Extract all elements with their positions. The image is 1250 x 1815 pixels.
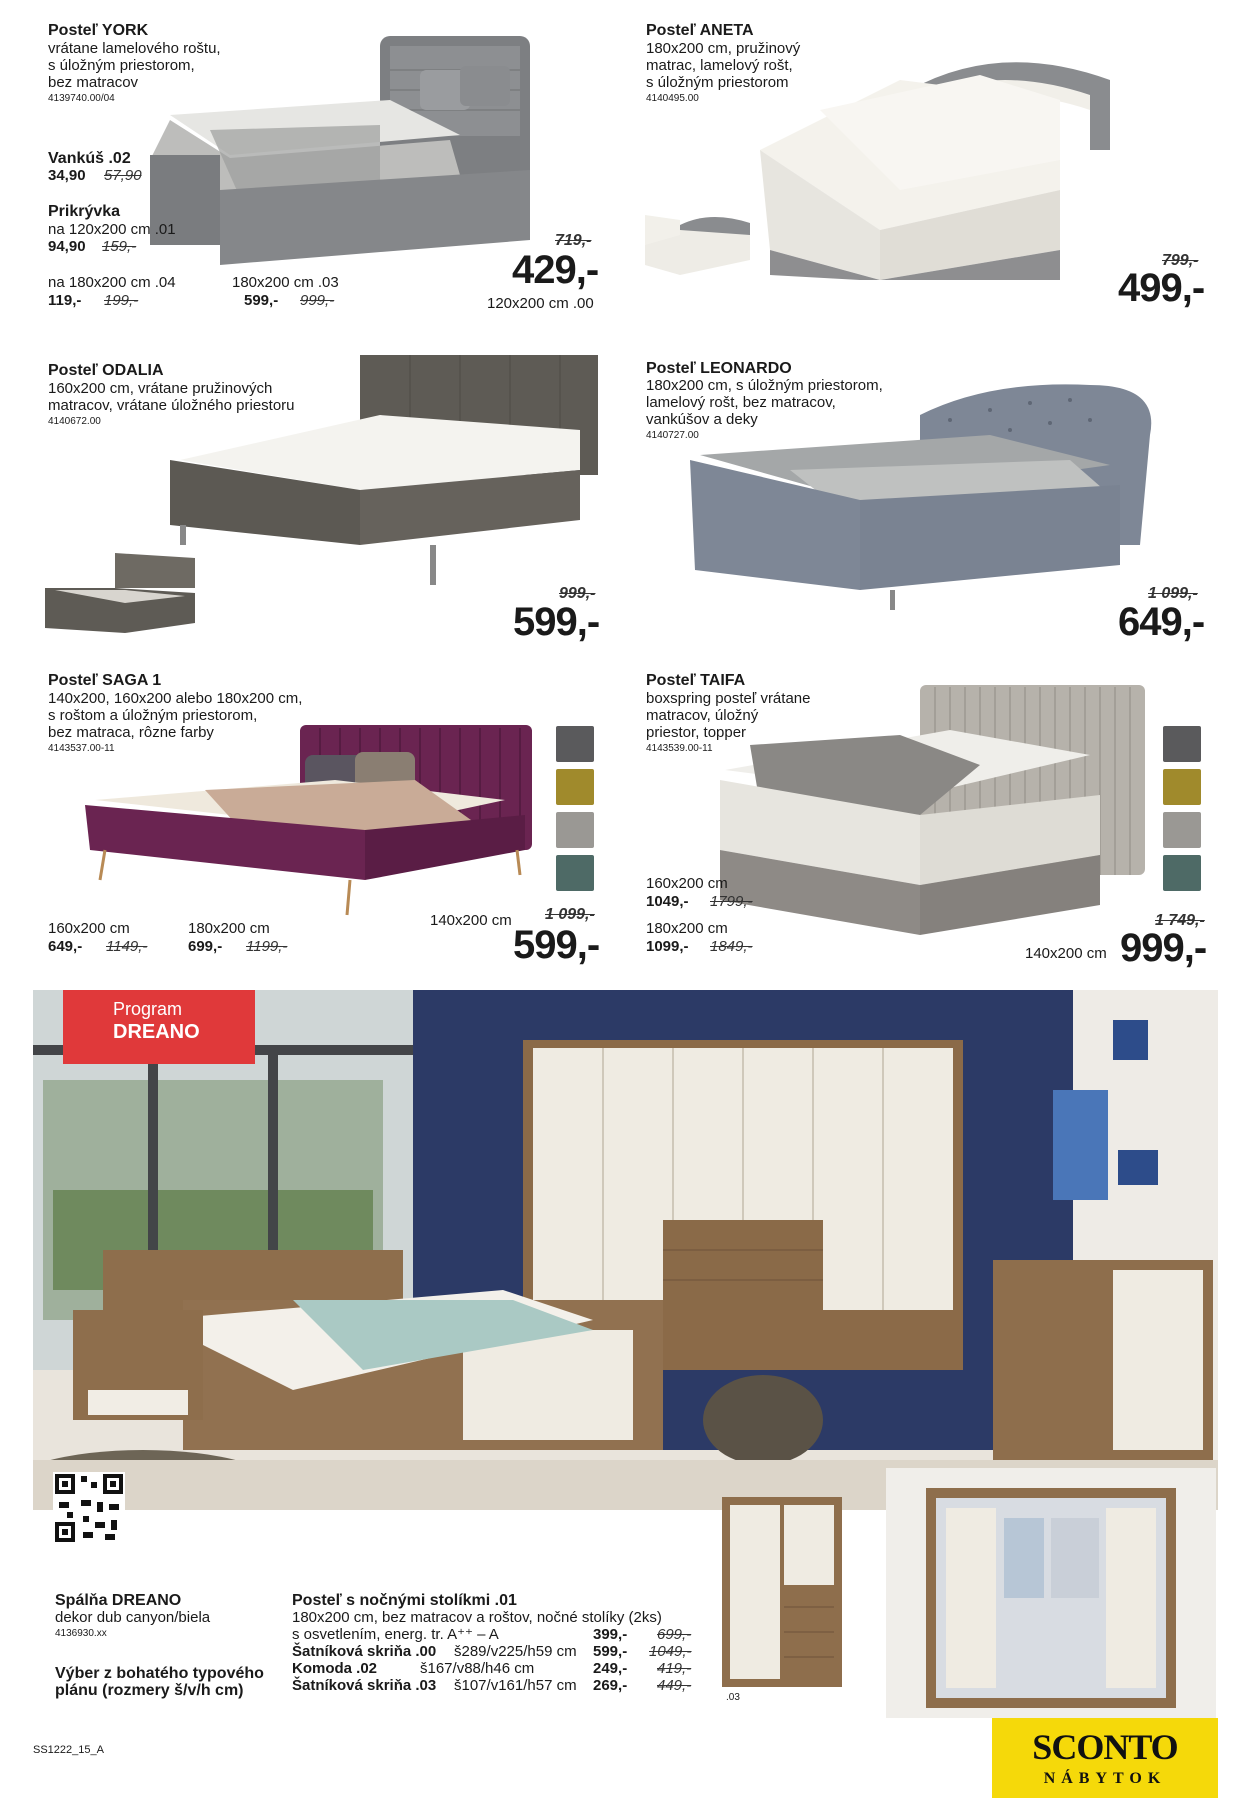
aneta-title: Posteľ ANETA: [646, 22, 754, 39]
dreano-ref-03: .03: [726, 1692, 740, 1703]
dreano-bed-price: 399,-: [593, 1626, 628, 1643]
color-swatch[interactable]: [1163, 812, 1201, 848]
dreano-item-dims: š289/v225/h59 cm: [454, 1643, 577, 1660]
taifa-desc-3: priestor, topper: [646, 724, 747, 741]
york-bed-image: [150, 30, 610, 270]
aneta-old-price: 799,-: [1162, 252, 1199, 269]
york-code: 4139740.00/04: [48, 93, 115, 104]
dreano-bed-desc-2: s osvetlením, energ. tr. A⁺⁺ – A: [292, 1626, 499, 1643]
footer-code: SS1222_15_A: [33, 1744, 104, 1756]
york-pillow-old-price: 57,90: [104, 167, 142, 184]
leonardo-desc-1: 180x200 cm, s úložným priestorom,: [646, 377, 883, 394]
dreano-note-1: Výber z bohatého typového: [55, 1665, 264, 1682]
dreano-item-dims: š167/v88/h46 cm: [420, 1660, 535, 1677]
leonardo-desc-3: vankúšov a deky: [646, 411, 758, 428]
saga-desc-3: bez matraca, rôzne farby: [48, 724, 214, 741]
dreano-program-name: DREANO: [113, 1021, 200, 1043]
york-pillow-price: 34,90: [48, 167, 86, 184]
york-desc-2: s úložným priestorom,: [48, 57, 195, 74]
york-blanket-size-1: na 120x200 cm .01: [48, 221, 176, 238]
odalia-price: 599,-: [513, 600, 600, 644]
saga-desc-1: 140x200, 160x200 alebo 180x200 cm,: [48, 690, 303, 707]
taifa-price-2: 1099,-: [646, 938, 689, 955]
york-title: Posteľ YORK: [48, 22, 149, 39]
york-size: 120x200 cm .00: [487, 295, 594, 312]
saga-title: Posteľ SAGA 1: [48, 672, 162, 689]
dreano-wardrobe-inset-image: [886, 1468, 1216, 1718]
aneta-desc-1: 180x200 cm, pružinový: [646, 40, 801, 57]
saga-old-price-2: 1199,-: [246, 938, 288, 955]
aneta-bed-image: [760, 40, 1120, 280]
dreano-code: 4136930.xx: [55, 1628, 107, 1639]
saga-price-1: 649,-: [48, 938, 83, 955]
taifa-size-2: 180x200 cm: [646, 920, 728, 937]
leonardo-old-price: 1 099,-: [1148, 585, 1198, 602]
dreano-item-price: 599,-: [593, 1643, 628, 1660]
york-size-alt-price: 599,-: [244, 292, 279, 309]
leonardo-bed-image: [690, 375, 1160, 615]
sconto-logo-brand: SCONTO: [1032, 1727, 1178, 1767]
taifa-size-1: 160x200 cm: [646, 875, 728, 892]
dreano-item-name: Šatníková skriňa .03: [292, 1677, 437, 1694]
taifa-title: Posteľ TAIFA: [646, 672, 746, 689]
odalia-old-price: 999,-: [559, 585, 596, 602]
saga-price-2: 699,-: [188, 938, 223, 955]
list-item: [292, 1677, 722, 1694]
york-desc-1: vrátane lamelového roštu,: [48, 40, 221, 57]
dreano-item-name: Šatníková skriňa .00: [292, 1643, 437, 1660]
dreano-program-label: Program: [113, 999, 183, 1019]
leonardo-code: 4140727.00: [646, 430, 699, 441]
dreano-program-badge: [63, 990, 255, 1064]
saga-size-main: 140x200 cm: [430, 912, 512, 929]
dreano-note-2: plánu (rozmery š/v/h cm): [55, 1682, 244, 1699]
taifa-code: 4143539.00-11: [646, 743, 713, 754]
york-desc-3: bez matracov: [48, 74, 139, 91]
color-swatch[interactable]: [556, 812, 594, 848]
color-swatch[interactable]: [556, 769, 594, 805]
color-swatch[interactable]: [1163, 726, 1201, 762]
taifa-desc-1: boxspring posteľ vrátane: [646, 690, 811, 707]
saga-bed-image: [85, 720, 535, 920]
saga-old-price-1: 1149,-: [106, 938, 148, 955]
leonardo-title: Posteľ LEONARDO: [646, 360, 792, 377]
color-swatch[interactable]: [1163, 769, 1201, 805]
saga-price: 599,-: [513, 923, 600, 967]
saga-code: 4143537.00-11: [48, 743, 115, 754]
dreano-item-old-price: 419,-: [657, 1660, 692, 1677]
dreano-item-price: 269,-: [593, 1677, 628, 1694]
dreano-item-old-price: 449,-: [657, 1677, 692, 1694]
york-size-alt-old-price: 999,-: [300, 292, 335, 309]
dreano-item-name: Komoda .02: [292, 1660, 378, 1677]
aneta-storage-image: [640, 205, 760, 285]
aneta-desc-3: s úložným priestorom: [646, 74, 789, 91]
sconto-logo[interactable]: [992, 1718, 1218, 1798]
dreano-desc: dekor dub canyon/biela: [55, 1609, 211, 1626]
color-swatch[interactable]: [1163, 855, 1201, 891]
dreano-items-list: [292, 1643, 722, 1694]
york-blanket-old-price-2: 199,-: [104, 292, 139, 309]
taifa-bed-image: [720, 685, 1150, 940]
leonardo-price: 649,-: [1118, 600, 1205, 644]
saga-desc-2: s roštom a úložným priestorom,: [48, 707, 258, 724]
sconto-logo-sub: NÁBYTOK: [1043, 1770, 1167, 1787]
york-price: 429,-: [512, 248, 599, 292]
color-swatch[interactable]: [556, 855, 594, 891]
taifa-price-1: 1049,-: [646, 893, 689, 910]
dreano-bed-title: Posteľ s nočnými stolíkmi .01: [292, 1592, 517, 1609]
dreano-item-old-price: 1049,-: [649, 1643, 692, 1660]
taifa-desc-2: matracov, úložný: [646, 707, 759, 724]
york-blanket-price-1: 94,90: [48, 238, 86, 255]
odalia-desc-2: matracov, vrátane úložného priestoru: [48, 397, 295, 414]
dreano-item-price: 249,-: [593, 1660, 628, 1677]
taifa-old-price-1: 1799,-: [710, 893, 753, 910]
taifa-old-price-2: 1849,-: [710, 938, 753, 955]
york-size-alt: 180x200 cm .03: [232, 274, 339, 291]
odalia-desc-1: 160x200 cm, vrátane pružinových: [48, 380, 273, 397]
qr-code[interactable]: [53, 1472, 125, 1544]
aneta-code: 4140495.00: [646, 93, 699, 104]
color-swatch[interactable]: [556, 726, 594, 762]
dreano-room-image: [33, 990, 1218, 1510]
leonardo-desc-2: lamelový rošt, bez matracov,: [646, 394, 836, 411]
dreano-title: Spálňa DREANO: [55, 1592, 182, 1609]
dreano-bed-old-price: 699,-: [657, 1626, 692, 1643]
list-item: [292, 1660, 722, 1677]
taifa-size-main: 140x200 cm: [1025, 945, 1107, 962]
odalia-storage-image: [45, 548, 205, 638]
aneta-desc-2: matrac, lamelový rošt,: [646, 57, 793, 74]
york-pillow-label: Vankúš .02: [48, 150, 131, 167]
saga-size-1: 160x200 cm: [48, 920, 130, 937]
aneta-price: 499,-: [1118, 266, 1205, 310]
saga-size-2: 180x200 cm: [188, 920, 270, 937]
dreano-bed-desc-1: 180x200 cm, bez matracov a roštov, nočné stolíky (2ks): [292, 1609, 662, 1626]
york-blanket-price-2: 119,-: [48, 292, 82, 309]
york-blanket-old-price-1: 159,-: [102, 238, 137, 255]
york-blanket-label: Prikrývka: [48, 203, 121, 220]
york-old-price: 719,-: [555, 232, 592, 249]
dreano-item-dims: š107/v161/h57 cm: [454, 1677, 577, 1694]
odalia-title: Posteľ ODALIA: [48, 362, 164, 379]
taifa-old-price: 1 749,-: [1155, 912, 1205, 929]
york-blanket-size-2: na 180x200 cm .04: [48, 274, 176, 291]
saga-old-price: 1 099,-: [545, 906, 595, 923]
taifa-price: 999,-: [1120, 926, 1207, 970]
list-item: [292, 1643, 722, 1660]
odalia-code: 4140672.00: [48, 416, 101, 427]
dreano-dresser-inset-image: [722, 1497, 842, 1687]
